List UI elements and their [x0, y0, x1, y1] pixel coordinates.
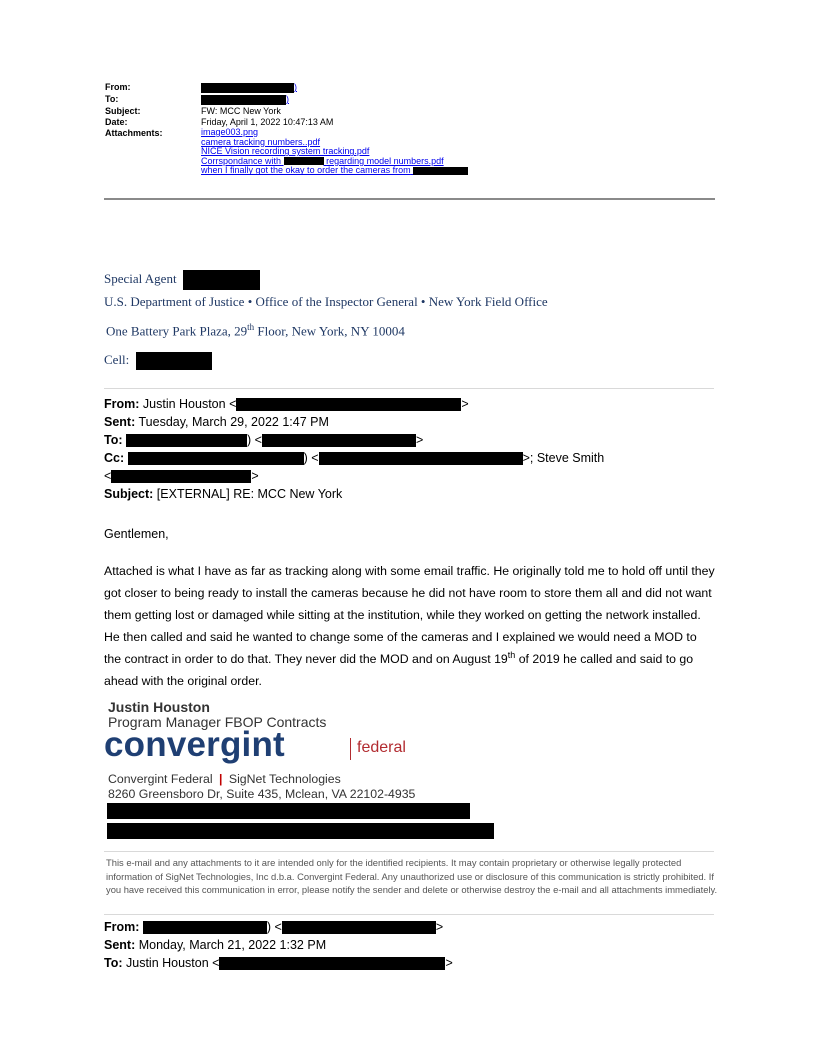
attachment-link[interactable]: when I finally got the okay to order the cameras from: [201, 165, 411, 176]
email1-subject-row: Subject: [EXTERNAL] RE: MCC New York: [104, 487, 343, 501]
email1-from-row: From: Justin Houston < >: [104, 397, 469, 411]
redaction: [284, 157, 324, 165]
redaction: [143, 921, 267, 934]
redaction: [282, 921, 436, 934]
header-subject-label: Subject:: [105, 106, 141, 116]
redaction: [201, 83, 294, 93]
header-to-label: To:: [105, 94, 119, 104]
email2-from-row: From: ) < >: [104, 920, 444, 934]
logo-federal: federal: [357, 739, 406, 756]
redaction: [136, 352, 212, 370]
disclaimer-top-divider: [104, 851, 714, 852]
redaction: [111, 470, 251, 483]
email1-cc-row: Cc: ) < >; Steve Smith: [104, 451, 605, 465]
sender-name: Justin Houston: [108, 699, 210, 715]
email1-to-row: To: ) < >: [104, 433, 424, 447]
redaction: [128, 452, 304, 465]
redaction: [413, 167, 468, 175]
header-attachments-label: Attachments:: [105, 128, 163, 138]
redaction: [262, 434, 416, 447]
agent-cell-label: Cell:: [104, 352, 130, 367]
agent-cell-row: [104, 352, 212, 370]
redaction: [219, 957, 445, 970]
email2-to-row: To: Justin Houston < >: [104, 956, 453, 970]
header-subject: FW: MCC New York: [201, 106, 281, 116]
email1-cc-row-cont: < >: [104, 469, 259, 483]
convergint-logo: [104, 725, 406, 767]
header-from-link[interactable]: ): [294, 82, 297, 92]
email1-body: Attached is what I have as far as tracking along with some email traffic. He originally told me to hold off until they got closer to being ready to install the cameras because he did not have room to store them all and did not want them getting lost or damaged while sitting at the institution, while they worked on getting the network installed. He then called and said he wanted to change some of the cameras and I explained we would need a MOD to the contract in order to do that. They never did the MOD and on August 19th of 2019 he called and said to go ahead with the original order.: [104, 564, 715, 688]
attachment-link[interactable]: camera tracking numbers..pdf: [201, 136, 321, 147]
sender-address: 8260 Greensboro Dr, Suite 435, Mclean, VA 22102-4935: [108, 787, 416, 801]
agent-address: One Battery Park Plaza, 29th Floor, New York, NY 10004: [106, 322, 405, 339]
disclaimer-text: This e-mail and any attachments to it are intended only for the identified recipients. It may contain proprietary or otherwise legally protected information of SigNet Technologies, Inc d.b.a. Convergint Federal. Any unauthorized use or disclosure of this communication is strictly prohibited. If you have received this communication in error, please notify the sender and delete or otherwise destroy the e-mail and all attachments immediately.: [106, 857, 718, 895]
email1-greeting: Gentlemen,: [104, 527, 169, 541]
sender-company: Convergint Federal | SigNet Technologies: [108, 772, 341, 786]
email1-sent-row: Sent: Tuesday, March 29, 2022 1:47 PM: [104, 415, 329, 429]
redaction: [107, 803, 470, 819]
attachment-link[interactable]: Corrspondance with regarding model numbers.pdf: [201, 155, 444, 166]
redaction: [183, 270, 260, 290]
sender-title: Program Manager FBOP Contracts: [108, 714, 327, 730]
redaction: [126, 434, 247, 447]
redaction: [236, 398, 461, 411]
disclaimer-bottom-divider: [104, 914, 714, 915]
logo-wordmark: convergint: [104, 725, 285, 764]
agent-title-row: [104, 270, 260, 290]
agent-title: Special Agent: [104, 270, 177, 286]
redaction: [107, 823, 494, 839]
redaction: [319, 452, 523, 465]
agent-org: U.S. Department of Justice • Office of the Inspector General • New York Field Office: [104, 294, 548, 309]
attachment-list: [201, 128, 468, 176]
redaction: [201, 95, 286, 105]
attachment-link[interactable]: NICE Vision recording system tracking.pdf: [201, 146, 370, 157]
header-from-label: From:: [105, 82, 131, 92]
signature-divider: [104, 388, 714, 389]
header-date: Friday, April 1, 2022 10:47:13 AM: [201, 117, 334, 127]
logo-divider: [350, 738, 351, 760]
header-to-link[interactable]: ): [286, 94, 289, 104]
header-divider: [104, 198, 715, 200]
header-date-label: Date:: [105, 117, 128, 127]
attachment-link[interactable]: image003.png: [201, 127, 259, 137]
email2-sent-row: Sent: Monday, March 21, 2022 1:32 PM: [104, 938, 327, 952]
